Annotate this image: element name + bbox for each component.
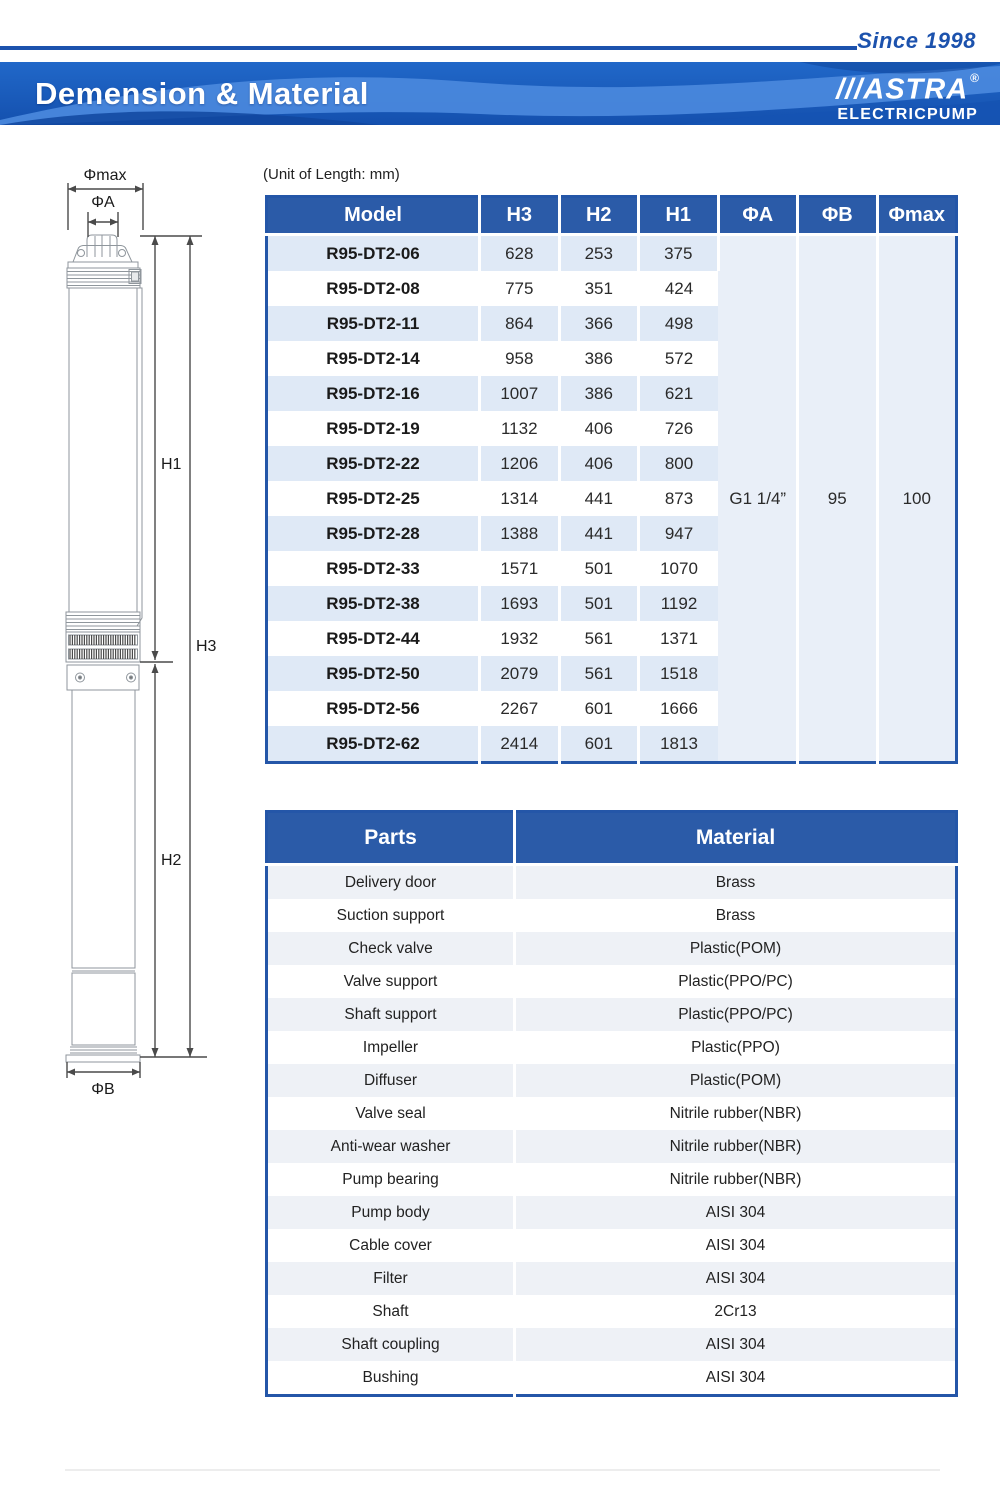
dimension-cell-model: R95-DT2-22 [267,446,480,481]
table-row [267,1163,957,1196]
parts-cell-part: Pump body [267,1196,515,1229]
parts-column-header: Parts [267,812,515,865]
dimension-cell-h3: 1932 [480,621,560,656]
dimension-column-header: Φmax [877,197,957,235]
dimension-cell-h2: 501 [559,586,639,621]
strainer-slots [70,635,135,659]
dimension-column-header: Model [267,197,480,235]
brand-logo [836,69,978,124]
dimension-cell-h3: 1206 [480,446,560,481]
since-label: Since 1998 [857,28,976,53]
dimension-cell-h1: 498 [639,306,719,341]
dimension-cell-h3: 628 [480,235,560,272]
dimension-cell-h1: 1192 [639,586,719,621]
table-row [267,1295,957,1328]
parts-cell-material: AISI 304 [515,1196,957,1229]
dimension-column-header: H2 [559,197,639,235]
dimension-cell-model: R95-DT2-38 [267,586,480,621]
dimension-shared-cell-phi_b: 95 [798,235,878,763]
dim-label-h1: H1 [161,456,182,473]
parts-cell-material: AISI 304 [515,1328,957,1361]
dimension-cell-h1: 947 [639,516,719,551]
brand-logo-slashes: /// [836,73,864,106]
dimension-cell-h2: 601 [559,691,639,726]
dimension-cell-model: R95-DT2-11 [267,306,480,341]
parts-cell-material: 2Cr13 [515,1295,957,1328]
dimension-cell-h2: 366 [559,306,639,341]
parts-cell-part: Shaft support [267,998,515,1031]
dimension-cell-h2: 386 [559,341,639,376]
dimension-cell-model: R95-DT2-14 [267,341,480,376]
dimension-cell-h1: 424 [639,271,719,306]
table-row [267,932,957,965]
dimension-cell-model: R95-DT2-16 [267,376,480,411]
parts-cell-material: Nitrile rubber(NBR) [515,1163,957,1196]
page-title: Demension & Material [35,76,369,111]
parts-cell-part: Valve seal [267,1097,515,1130]
dimension-cell-h2: 601 [559,726,639,763]
table-row [267,965,957,998]
parts-column-header: Material [515,812,957,865]
brand-logo-name: ASTRA [863,73,969,106]
brand-logo-subtitle: ELECTRICPUMP [837,105,978,123]
dimension-cell-h1: 572 [639,341,719,376]
dimension-cell-h3: 1314 [480,481,560,516]
dimension-column-header: H1 [639,197,719,235]
registered-trademark-icon: ® [970,71,980,85]
table-row [267,1097,957,1130]
dimension-cell-h2: 441 [559,516,639,551]
dimension-cell-h2: 561 [559,656,639,691]
dimension-shared-cell-phi_max: 100 [877,235,957,763]
table-row [267,1064,957,1097]
parts-cell-part: Cable cover [267,1229,515,1262]
parts-cell-material: Plastic(PPO) [515,1031,957,1064]
dimension-cell-h3: 864 [480,306,560,341]
dimension-cell-model: R95-DT2-33 [267,551,480,586]
dimension-cell-h1: 621 [639,376,719,411]
table-row [267,1262,957,1295]
table-row [267,1130,957,1163]
parts-table-head-row [267,812,957,865]
parts-cell-material: Plastic(PPO/PC) [515,965,957,998]
parts-cell-part: Suction support [267,899,515,932]
parts-cell-part: Bushing [267,1361,515,1396]
parts-cell-part: Filter [267,1262,515,1295]
dimension-cell-h1: 1666 [639,691,719,726]
table-row [267,1328,957,1361]
dimension-cell-h3: 958 [480,341,560,376]
dim-label-h3: H3 [196,638,217,655]
table-row [267,1229,957,1262]
dimension-cell-model: R95-DT2-06 [267,235,480,272]
dimension-shared-cell-phi_a: G1 1/4” [718,235,798,763]
parts-cell-material: AISI 304 [515,1361,957,1396]
parts-cell-material: Nitrile rubber(NBR) [515,1130,957,1163]
dimension-cell-h3: 2414 [480,726,560,763]
dimension-cell-h1: 1070 [639,551,719,586]
dimension-cell-h1: 1518 [639,656,719,691]
parts-cell-material: Plastic(POM) [515,932,957,965]
dim-label-phi-b: ΦB [91,1081,115,1098]
dimension-cell-model: R95-DT2-28 [267,516,480,551]
dimension-cell-h2: 386 [559,376,639,411]
table-row [267,235,957,272]
parts-cell-part: Shaft coupling [267,1328,515,1361]
dimension-column-header: ΦB [798,197,878,235]
dimension-cell-h3: 775 [480,271,560,306]
dimension-cell-model: R95-DT2-50 [267,656,480,691]
dimension-table-body [267,235,957,763]
dimension-cell-h3: 1132 [480,411,560,446]
parts-cell-material: Nitrile rubber(NBR) [515,1097,957,1130]
table-row [267,1361,957,1396]
parts-cell-part: Valve support [267,965,515,998]
parts-cell-part: Check valve [267,932,515,965]
dimension-cell-h1: 726 [639,411,719,446]
dimension-cell-h2: 406 [559,446,639,481]
table-row [267,1196,957,1229]
dimension-cell-h2: 441 [559,481,639,516]
dimension-cell-model: R95-DT2-44 [267,621,480,656]
parts-cell-material: Plastic(POM) [515,1064,957,1097]
dimension-cell-h2: 501 [559,551,639,586]
parts-cell-part: Anti-wear washer [267,1130,515,1163]
dimension-cell-h3: 1007 [480,376,560,411]
pump-drawing [55,160,230,1105]
parts-cell-material: Brass [515,865,957,900]
brand-logo-wordmark [836,69,978,105]
table-row [267,899,957,932]
dimension-cell-model: R95-DT2-25 [267,481,480,516]
parts-table [265,810,958,1397]
dimension-cell-h2: 351 [559,271,639,306]
parts-cell-part: Impeller [267,1031,515,1064]
dimension-cell-model: R95-DT2-19 [267,411,480,446]
dimension-cell-h3: 2079 [480,656,560,691]
dimension-table [265,195,958,764]
dimension-cell-h1: 375 [639,235,719,272]
dimension-cell-h1: 800 [639,446,719,481]
dim-label-phi-a: ΦA [91,194,115,211]
dim-label-h2: H2 [161,852,182,869]
parts-cell-material: Brass [515,899,957,932]
parts-cell-material: Plastic(PPO/PC) [515,998,957,1031]
dimension-cell-model: R95-DT2-62 [267,726,480,763]
dimension-cell-model: R95-DT2-56 [267,691,480,726]
since-divider-line [0,46,857,50]
dimension-cell-h1: 873 [639,481,719,516]
table-row [267,1031,957,1064]
dimension-cell-h3: 1571 [480,551,560,586]
dimension-cell-h1: 1813 [639,726,719,763]
parts-cell-part: Diffuser [267,1064,515,1097]
dimension-cell-model: R95-DT2-08 [267,271,480,306]
table-row [267,998,957,1031]
dimension-table-head-row [267,197,957,235]
dimension-cell-h3: 1693 [480,586,560,621]
parts-table-body [267,865,957,1396]
parts-cell-material: AISI 304 [515,1262,957,1295]
parts-cell-part: Shaft [267,1295,515,1328]
table-row [267,865,957,900]
dimension-cell-h2: 406 [559,411,639,446]
dimension-cell-h3: 1388 [480,516,560,551]
dimension-column-header: ΦA [718,197,798,235]
footer-divider-line [65,1469,940,1471]
parts-cell-material: AISI 304 [515,1229,957,1262]
dimension-cell-h3: 2267 [480,691,560,726]
parts-cell-part: Pump bearing [267,1163,515,1196]
parts-cell-part: Delivery door [267,865,515,900]
dimension-cell-h1: 1371 [639,621,719,656]
unit-of-length-note: (Unit of Length: mm) [263,166,400,183]
dimension-cell-h2: 253 [559,235,639,272]
dimension-cell-h2: 561 [559,621,639,656]
dimension-column-header: H3 [480,197,560,235]
header-banner [0,62,1000,125]
dim-label-phi-max: Φmax [83,167,127,184]
